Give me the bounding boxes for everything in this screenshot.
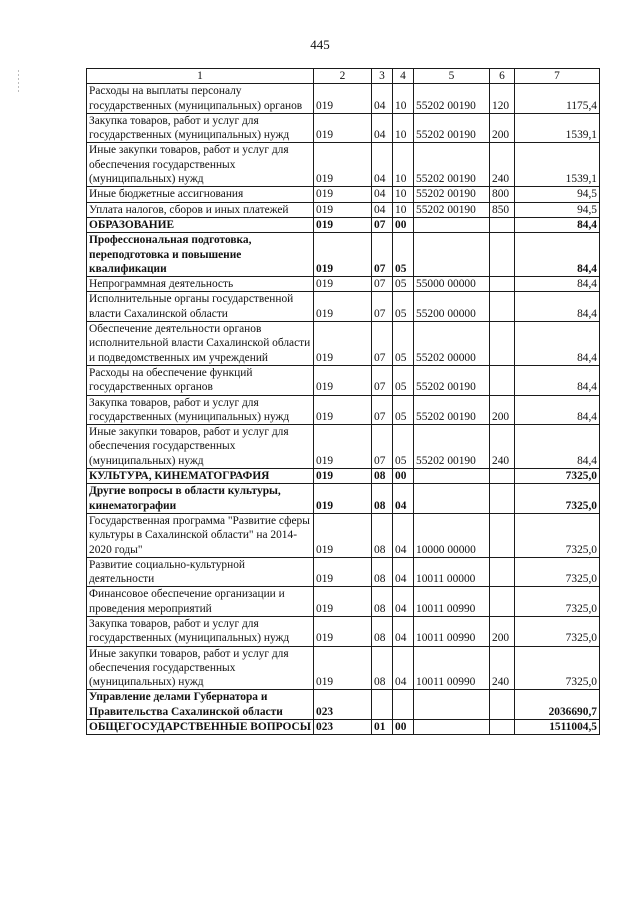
table-row bbox=[87, 233, 600, 277]
table-row bbox=[87, 469, 600, 484]
cell-ministry: 019 bbox=[314, 233, 372, 277]
cell-amount: 1175,4 bbox=[515, 84, 600, 114]
table-row bbox=[87, 484, 600, 514]
cell-name: КУЛЬТУРА, КИНЕМАТОГРАФИЯ bbox=[87, 469, 314, 484]
cell-amount: 7325,0 bbox=[515, 484, 600, 514]
cell-section: 07 bbox=[372, 233, 393, 277]
cell-target-article: 55202 00190 bbox=[414, 365, 490, 395]
cell-amount: 1539,1 bbox=[515, 113, 600, 143]
cell-name: Государственная программа "Развитие сферы культуры в Сахалинской области" на 2014-2020 годы" bbox=[87, 513, 314, 557]
cell-target-article: 10011 00000 bbox=[414, 557, 490, 587]
cell-expense-type: 120 bbox=[490, 84, 515, 114]
cell-expense-type: 240 bbox=[490, 425, 515, 469]
cell-amount: 84,4 bbox=[515, 395, 600, 425]
table-row bbox=[87, 217, 600, 232]
cell-name: Закупка товаров, работ и услуг для государственных (муниципальных) нужд bbox=[87, 395, 314, 425]
table-row bbox=[87, 425, 600, 469]
cell-subsection: 10 bbox=[393, 187, 414, 202]
cell-name: Закупка товаров, работ и услуг для государственных (муниципальных) нужд bbox=[87, 113, 314, 143]
table-row bbox=[87, 646, 600, 690]
table-row bbox=[87, 113, 600, 143]
cell-section: 08 bbox=[372, 646, 393, 690]
cell-target-article bbox=[414, 484, 490, 514]
cell-expense-type bbox=[490, 690, 515, 720]
cell-target-article: 10000 00000 bbox=[414, 513, 490, 557]
cell-ministry: 019 bbox=[314, 365, 372, 395]
cell-expense-type bbox=[490, 557, 515, 587]
cell-section: 04 bbox=[372, 143, 393, 187]
cell-subsection: 05 bbox=[393, 233, 414, 277]
cell-expense-type: 200 bbox=[490, 616, 515, 646]
cell-section: 08 bbox=[372, 469, 393, 484]
cell-expense-type: 800 bbox=[490, 187, 515, 202]
cell-ministry: 019 bbox=[314, 646, 372, 690]
cell-name: ОБРАЗОВАНИЕ bbox=[87, 217, 314, 232]
cell-ministry: 019 bbox=[314, 217, 372, 232]
cell-section: 08 bbox=[372, 587, 393, 617]
cell-section: 04 bbox=[372, 84, 393, 114]
cell-name: Развитие социально-культурной деятельности bbox=[87, 557, 314, 587]
cell-target-article: 10011 00990 bbox=[414, 616, 490, 646]
cell-expense-type: 240 bbox=[490, 646, 515, 690]
cell-amount: 7325,0 bbox=[515, 557, 600, 587]
cell-name: Управление делами Губернатора и Правительства Сахалинской области bbox=[87, 690, 314, 720]
cell-amount: 84,4 bbox=[515, 322, 600, 366]
cell-subsection: 05 bbox=[393, 365, 414, 395]
cell-ministry: 019 bbox=[314, 557, 372, 587]
cell-subsection: 00 bbox=[393, 217, 414, 232]
cell-expense-type bbox=[490, 720, 515, 735]
header-cell-2: 2 bbox=[314, 69, 372, 84]
cell-ministry: 019 bbox=[314, 187, 372, 202]
cell-subsection: 05 bbox=[393, 322, 414, 366]
cell-name: Расходы на выплаты персоналу государственных (муниципальных) органов bbox=[87, 84, 314, 114]
cell-expense-type bbox=[490, 484, 515, 514]
cell-ministry: 019 bbox=[314, 322, 372, 366]
cell-section: 07 bbox=[372, 217, 393, 232]
cell-name: Расходы на обеспечение функций государственных органов bbox=[87, 365, 314, 395]
cell-amount: 94,5 bbox=[515, 187, 600, 202]
cell-section: 07 bbox=[372, 395, 393, 425]
cell-ministry: 019 bbox=[314, 202, 372, 217]
cell-target-article bbox=[414, 469, 490, 484]
cell-target-article: 55202 00190 bbox=[414, 425, 490, 469]
cell-amount: 84,4 bbox=[515, 425, 600, 469]
cell-expense-type bbox=[490, 322, 515, 366]
header-row bbox=[87, 69, 600, 84]
cell-ministry: 019 bbox=[314, 395, 372, 425]
cell-target-article bbox=[414, 690, 490, 720]
table-body bbox=[87, 84, 600, 735]
cell-target-article: 55202 00190 bbox=[414, 202, 490, 217]
cell-section bbox=[372, 690, 393, 720]
cell-section: 08 bbox=[372, 484, 393, 514]
cell-name: Иные закупки товаров, работ и услуг для обеспечения государственных (муниципальных) нужд bbox=[87, 646, 314, 690]
cell-name: Обеспечение деятельности органов исполнительной власти Сахалинской области и подведомственных им учреждений bbox=[87, 322, 314, 366]
cell-name: Иные закупки товаров, работ и услуг для обеспечения государственных (муниципальных) нужд bbox=[87, 425, 314, 469]
cell-subsection: 10 bbox=[393, 202, 414, 217]
cell-subsection: 04 bbox=[393, 616, 414, 646]
header-cell-7: 7 bbox=[515, 69, 600, 84]
header-cell-3: 3 bbox=[372, 69, 393, 84]
cell-name: Непрограммная деятельность bbox=[87, 277, 314, 292]
cell-amount: 7325,0 bbox=[515, 587, 600, 617]
cell-amount: 94,5 bbox=[515, 202, 600, 217]
cell-ministry: 019 bbox=[314, 425, 372, 469]
cell-amount: 7325,0 bbox=[515, 469, 600, 484]
cell-section: 07 bbox=[372, 277, 393, 292]
cell-section: 07 bbox=[372, 292, 393, 322]
cell-name: ОБЩЕГОСУДАРСТВЕННЫЕ ВОПРОСЫ bbox=[87, 720, 314, 735]
cell-subsection: 05 bbox=[393, 277, 414, 292]
cell-target-article: 55202 00190 bbox=[414, 143, 490, 187]
table-row bbox=[87, 587, 600, 617]
cell-target-article bbox=[414, 233, 490, 277]
cell-target-article: 55202 00190 bbox=[414, 113, 490, 143]
cell-ministry: 019 bbox=[314, 292, 372, 322]
cell-subsection: 05 bbox=[393, 425, 414, 469]
budget-table bbox=[86, 68, 600, 735]
cell-target-article: 10011 00990 bbox=[414, 646, 490, 690]
cell-ministry: 019 bbox=[314, 113, 372, 143]
cell-expense-type bbox=[490, 233, 515, 277]
cell-expense-type bbox=[490, 292, 515, 322]
table-row bbox=[87, 322, 600, 366]
cell-subsection: 10 bbox=[393, 84, 414, 114]
cell-name: Уплата налогов, сборов и иных платежей bbox=[87, 202, 314, 217]
cell-section: 07 bbox=[372, 322, 393, 366]
cell-expense-type bbox=[490, 587, 515, 617]
cell-target-article: 55000 00000 bbox=[414, 277, 490, 292]
cell-subsection: 05 bbox=[393, 292, 414, 322]
cell-ministry: 023 bbox=[314, 690, 372, 720]
cell-expense-type bbox=[490, 217, 515, 232]
cell-name: Исполнительные органы государственной власти Сахалинской области bbox=[87, 292, 314, 322]
cell-expense-type bbox=[490, 365, 515, 395]
cell-name: Иные закупки товаров, работ и услуг для обеспечения государственных (муниципальных) нужд bbox=[87, 143, 314, 187]
table-row bbox=[87, 292, 600, 322]
cell-subsection: 10 bbox=[393, 143, 414, 187]
cell-expense-type bbox=[490, 277, 515, 292]
cell-section: 04 bbox=[372, 187, 393, 202]
table-row bbox=[87, 616, 600, 646]
table-row bbox=[87, 690, 600, 720]
cell-amount: 84,4 bbox=[515, 217, 600, 232]
table-row bbox=[87, 187, 600, 202]
cell-expense-type bbox=[490, 513, 515, 557]
cell-amount: 1511004,5 bbox=[515, 720, 600, 735]
cell-subsection: 04 bbox=[393, 557, 414, 587]
cell-subsection: 00 bbox=[393, 469, 414, 484]
header-cell-6: 6 bbox=[490, 69, 515, 84]
cell-target-article: 55202 00190 bbox=[414, 395, 490, 425]
cell-section: 07 bbox=[372, 425, 393, 469]
cell-target-article: 55202 00190 bbox=[414, 187, 490, 202]
cell-subsection: 00 bbox=[393, 720, 414, 735]
cell-name: Профессиональная подготовка, переподготовка и повышение квалификации bbox=[87, 233, 314, 277]
cell-name: Финансовое обеспечение организации и проведения мероприятий bbox=[87, 587, 314, 617]
cell-name: Закупка товаров, работ и услуг для государственных (муниципальных) нужд bbox=[87, 616, 314, 646]
cell-amount: 84,4 bbox=[515, 277, 600, 292]
cell-section: 08 bbox=[372, 616, 393, 646]
page-number: 445 bbox=[310, 37, 330, 52]
cell-ministry: 019 bbox=[314, 277, 372, 292]
cell-name: Другие вопросы в области культуры, кинематографии bbox=[87, 484, 314, 514]
cell-target-article: 55202 00190 bbox=[414, 84, 490, 114]
cell-target-article: 55202 00000 bbox=[414, 322, 490, 366]
cell-subsection: 05 bbox=[393, 395, 414, 425]
cell-expense-type: 850 bbox=[490, 202, 515, 217]
cell-expense-type bbox=[490, 469, 515, 484]
header-cell-1: 1 bbox=[87, 69, 314, 84]
cell-ministry: 019 bbox=[314, 513, 372, 557]
cell-subsection: 10 bbox=[393, 113, 414, 143]
cell-subsection: 04 bbox=[393, 587, 414, 617]
cell-section: 04 bbox=[372, 113, 393, 143]
cell-expense-type: 240 bbox=[490, 143, 515, 187]
cell-ministry: 023 bbox=[314, 720, 372, 735]
cell-section: 07 bbox=[372, 365, 393, 395]
cell-amount: 7325,0 bbox=[515, 646, 600, 690]
header-cell-4: 4 bbox=[393, 69, 414, 84]
table-row bbox=[87, 143, 600, 187]
cell-name: Иные бюджетные ассигнования bbox=[87, 187, 314, 202]
cell-ministry: 019 bbox=[314, 484, 372, 514]
cell-amount: 7325,0 bbox=[515, 513, 600, 557]
table-row bbox=[87, 365, 600, 395]
table-row bbox=[87, 513, 600, 557]
cell-amount: 84,4 bbox=[515, 292, 600, 322]
cell-subsection: 04 bbox=[393, 484, 414, 514]
scan-artifact bbox=[18, 70, 19, 92]
cell-target-article bbox=[414, 217, 490, 232]
cell-target-article bbox=[414, 720, 490, 735]
cell-amount: 84,4 bbox=[515, 365, 600, 395]
cell-subsection bbox=[393, 690, 414, 720]
cell-ministry: 019 bbox=[314, 143, 372, 187]
cell-ministry: 019 bbox=[314, 84, 372, 114]
table-row bbox=[87, 202, 600, 217]
cell-ministry: 019 bbox=[314, 587, 372, 617]
cell-target-article: 10011 00990 bbox=[414, 587, 490, 617]
cell-ministry: 019 bbox=[314, 469, 372, 484]
table-row bbox=[87, 277, 600, 292]
table-row bbox=[87, 557, 600, 587]
table-row bbox=[87, 720, 600, 735]
cell-amount: 2036690,7 bbox=[515, 690, 600, 720]
cell-amount: 7325,0 bbox=[515, 616, 600, 646]
cell-ministry: 019 bbox=[314, 616, 372, 646]
table-row bbox=[87, 395, 600, 425]
header-cell-5: 5 bbox=[414, 69, 490, 84]
cell-subsection: 04 bbox=[393, 646, 414, 690]
cell-amount: 84,4 bbox=[515, 233, 600, 277]
cell-expense-type: 200 bbox=[490, 395, 515, 425]
cell-expense-type: 200 bbox=[490, 113, 515, 143]
cell-section: 01 bbox=[372, 720, 393, 735]
cell-target-article: 55200 00000 bbox=[414, 292, 490, 322]
cell-section: 08 bbox=[372, 513, 393, 557]
cell-subsection: 04 bbox=[393, 513, 414, 557]
cell-section: 08 bbox=[372, 557, 393, 587]
table-row bbox=[87, 84, 600, 114]
cell-section: 04 bbox=[372, 202, 393, 217]
cell-amount: 1539,1 bbox=[515, 143, 600, 187]
